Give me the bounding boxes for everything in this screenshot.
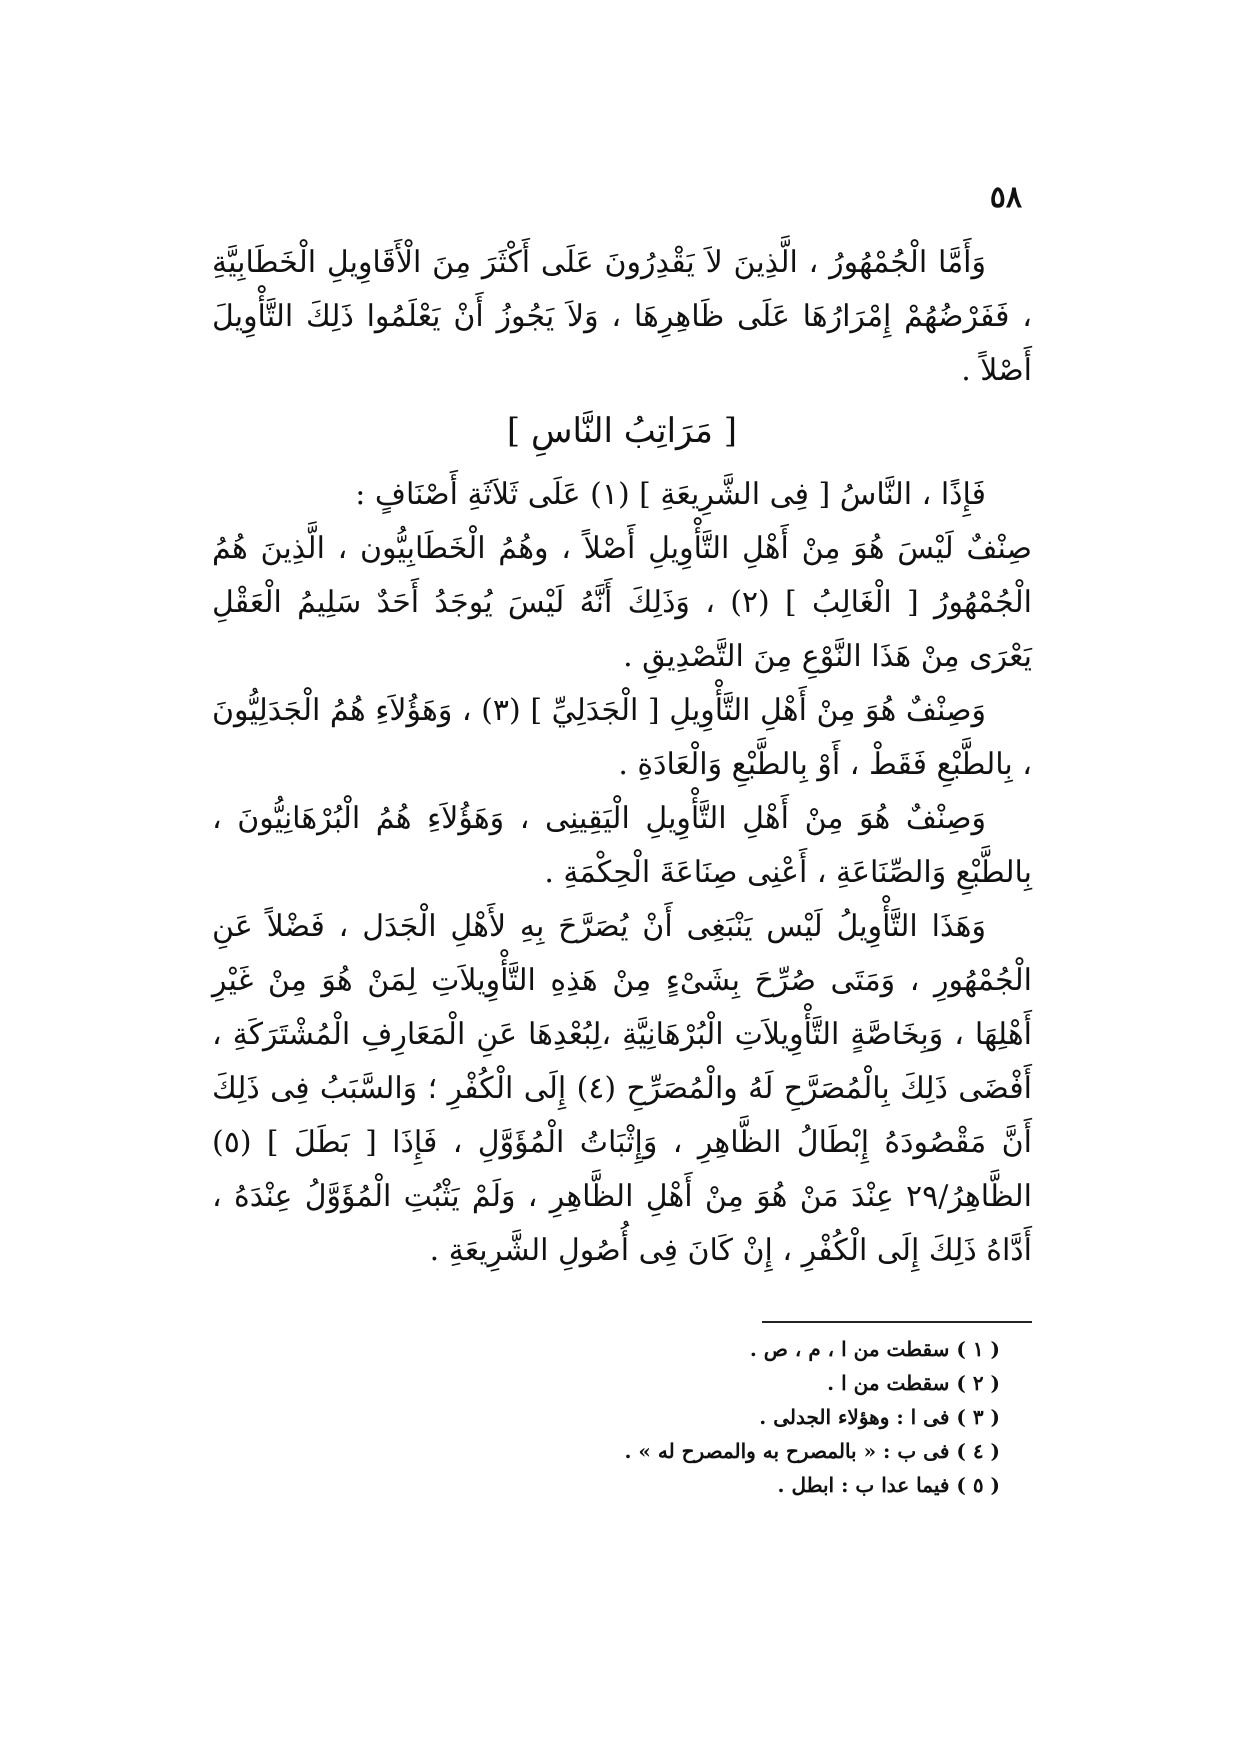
paragraph-2: فَإِذًا ، النَّاسُ [ فِى الشَّرِيعَةِ ] (١) عَلَى ثَلاَثَةِ أَصْنَافٍ : <box>355 477 986 512</box>
section-heading: [ مَرَاتِبُ النَّاسِ ] <box>506 411 738 451</box>
paragraph-1: وَأَمَّا الْجُمْهُورُ ، الَّذِينَ لاَ يَقْدِرُونَ عَلَى أَكْثَرَ مِنَ الْأَقَاوِيلِ الْخَطَابِيَّةِ ، فَفَرْضُهُمْ إِمْرَارُهَا عَلَى ظَاهِرِهَا ، وَلاَ يَجُوزُ أَنْ يَعْلَمُوا ذَلِكَ التَّأْوِيلَ أَصْلاً . <box>212 245 1032 388</box>
footnote-divider <box>762 1321 1032 1323</box>
footnote-3: ( ٣ ) فى ا : وهؤلاء الجدلى . <box>759 1405 1000 1429</box>
paragraph-6: وَهَذَا التَّأْوِيلُ لَيْس يَنْبَغِى أَنْ يُصَرَّحَ بِهِ لأَهْلِ الْجَدَل ، فَضْلاً عَنِ الْجُمْهُورِ ، وَمَتَى صُرِّحَ بِشَىْءٍ مِنْ هَذِهِ التَّأْوِيلاَتِ لِمَنْ هُوَ مِنْ غَيْرِ أَهْلِهَا ، وَبِخَاصَّةٍ التَّأْوِيلاَتِ الْبُرْهَانِيَّةِ ،لِبُعْدِهَا عَنِ الْمَعَارِفِ الْمُشْتَرَكَةِ ، أَفْضَى ذَلِكَ بِالْمُصَرَّحِ لَهُ والْمُصَرِّحِ (٤) إِلَى الْكُفْرِ ؛ وَالسَّبَبُ فِى ذَلِكَ أَنَّ مَقْصُودَهُ إِبْطَالُ الظَّاهِرِ ، وَإِثْبَاتُ الْمُؤَوَّلِ ، فَإِذَا [ بَطَلَ ] (٥) الظَّاهِرُ/٢٩ عِنْدَ مَنْ هُوَ مِنْ أَهْلِ الظَّاهِرِ ، وَلَمْ يَثْبُتِ الْمُؤَوَّلُ عِنْدَهُ ، أَدَّاهُ ذَلِكَ إِلَى الْكُفْرِ ، إِنْ كَانَ فِى أُصُولِ الشَّرِيعَةِ . <box>212 909 1032 1268</box>
footnotes <box>600 1332 1000 1502</box>
main-text <box>212 236 1032 1278</box>
footnote-5: ( ٥ ) فيما عدا ب : ابطل . <box>777 1473 1000 1497</box>
footnote-4: ( ٤ ) فى ب : « بالمصرح به والمصرح له » . <box>624 1439 1000 1463</box>
footnote-2: ( ٢ ) سقطت من ا . <box>827 1371 1000 1395</box>
paragraph-3: صِنْفٌ لَيْسَ هُوَ مِنْ أَهْلِ التَّأْوِيلِ أَصْلاً ، وهُمُ الْخَطَابِيُّون ، الَّذِينَ هُمُ الْجُمْهُورُ [ الْغَالِبُ ] (٢) ، وَذَلِكَ أَنَّهُ لَيْسَ يُوجَدُ أَحَدٌ سَلِيمُ الْعَقْلِ يَعْرَى مِنْ هَذَا النَّوْعِ مِنَ التَّصْدِيقِ . <box>212 531 1032 674</box>
footnote-1: ( ١ ) سقطت من ا ، م ، ص . <box>749 1337 1000 1361</box>
paragraph-5: وَصِنْفٌ هُوَ مِنْ أَهْلِ التَّأْوِيلِ الْيَقِينِى ، وَهَؤُلاَءِ هُمُ الْبُرْهَانِيُّونَ ، بِالطَّبْعِ وَالصِّنَاعَةِ ، أَعْنِى صِنَاعَةَ الْحِكْمَةِ . <box>212 801 1032 890</box>
paragraph-4: وَصِنْفٌ هُوَ مِنْ أَهْلِ التَّأْوِيلِ [ الْجَدَلِيِّ ] (٣) ، وَهَؤُلاَءِ هُمُ الْجَدَلِيُّونَ ، بِالطَّبْعِ فَقَطْ ، أَوْ بِالطَّبْعِ وَالْعَادَةِ . <box>212 693 1032 782</box>
page-number: ٥٨ <box>989 180 1022 215</box>
